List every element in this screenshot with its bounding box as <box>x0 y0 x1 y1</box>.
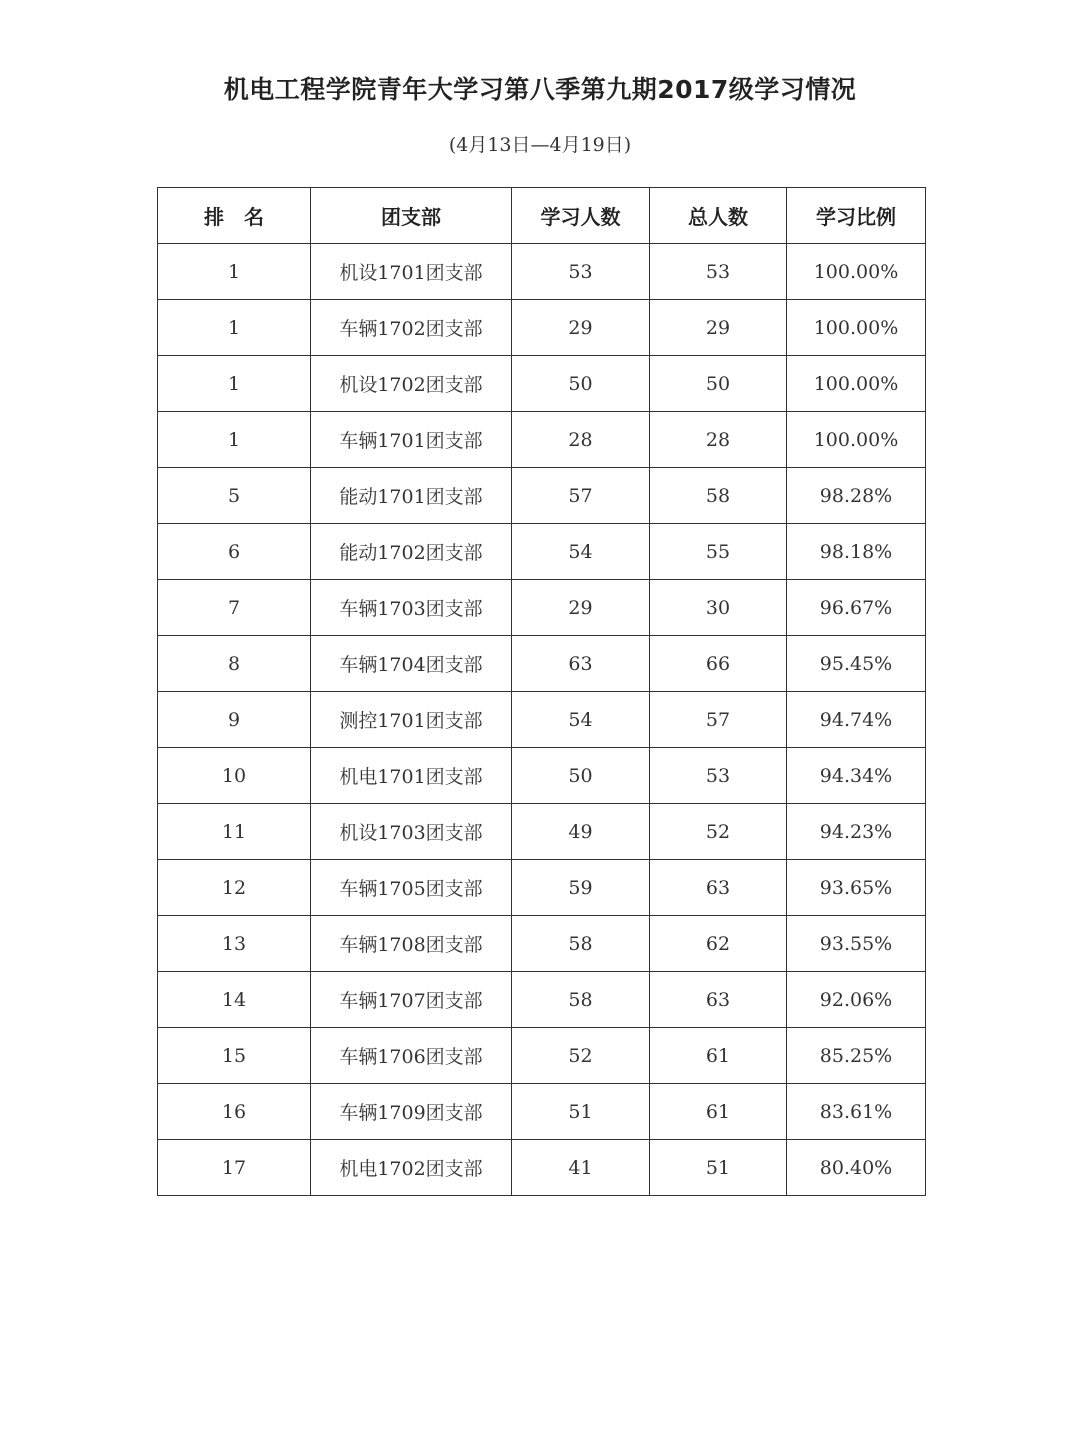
rank-cell: 13 <box>158 916 311 972</box>
table-row <box>158 468 926 524</box>
results-table <box>157 187 926 1196</box>
table-row <box>158 356 926 412</box>
ratio-cell: 94.74% <box>787 692 926 748</box>
ratio-cell: 94.34% <box>787 748 926 804</box>
rank-cell: 15 <box>158 1028 311 1084</box>
learners-cell: 54 <box>512 524 650 580</box>
ratio-cell: 85.25% <box>787 1028 926 1084</box>
learners-cell: 50 <box>512 748 650 804</box>
branch-cell: 车辆1703团支部 <box>311 580 512 636</box>
ratio-cell: 83.61% <box>787 1084 926 1140</box>
branch-cell: 机设1702团支部 <box>311 356 512 412</box>
rank-cell: 1 <box>158 412 311 468</box>
branch-cell: 车辆1705团支部 <box>311 860 512 916</box>
learners-cell: 52 <box>512 1028 650 1084</box>
date-range: (4月13日—4月19日) <box>448 134 632 156</box>
total-cell: 52 <box>650 804 787 860</box>
branch-cell: 车辆1706团支部 <box>311 1028 512 1084</box>
branch-cell: 机电1701团支部 <box>311 748 512 804</box>
learners-cell: 28 <box>512 412 650 468</box>
ratio-cell: 93.55% <box>787 916 926 972</box>
table-row <box>158 1028 926 1084</box>
table-header-row <box>158 188 926 244</box>
learners-cell: 49 <box>512 804 650 860</box>
ratio-cell: 92.06% <box>787 972 926 1028</box>
rank-cell: 1 <box>158 244 311 300</box>
header-ratio: 学习比例 <box>787 188 926 244</box>
ratio-cell: 96.67% <box>787 580 926 636</box>
table-row <box>158 412 926 468</box>
learners-cell: 59 <box>512 860 650 916</box>
branch-cell: 测控1701团支部 <box>311 692 512 748</box>
total-cell: 63 <box>650 972 787 1028</box>
header-total: 总人数 <box>650 188 787 244</box>
branch-cell: 车辆1708团支部 <box>311 916 512 972</box>
branch-cell: 车辆1707团支部 <box>311 972 512 1028</box>
table-row <box>158 972 926 1028</box>
table-row <box>158 580 926 636</box>
total-cell: 61 <box>650 1084 787 1140</box>
total-cell: 63 <box>650 860 787 916</box>
total-cell: 61 <box>650 1028 787 1084</box>
table-row <box>158 1140 926 1196</box>
branch-cell: 车辆1709团支部 <box>311 1084 512 1140</box>
rank-cell: 12 <box>158 860 311 916</box>
rank-cell: 16 <box>158 1084 311 1140</box>
branch-cell: 车辆1702团支部 <box>311 300 512 356</box>
ratio-cell: 98.28% <box>787 468 926 524</box>
total-cell: 55 <box>650 524 787 580</box>
table-row <box>158 524 926 580</box>
learners-cell: 51 <box>512 1084 650 1140</box>
rank-cell: 8 <box>158 636 311 692</box>
learners-cell: 41 <box>512 1140 650 1196</box>
ratio-cell: 95.45% <box>787 636 926 692</box>
table-row <box>158 636 926 692</box>
total-cell: 53 <box>650 244 787 300</box>
table-body <box>158 244 926 1196</box>
total-cell: 53 <box>650 748 787 804</box>
branch-cell: 车辆1701团支部 <box>311 412 512 468</box>
branch-cell: 机设1703团支部 <box>311 804 512 860</box>
total-cell: 66 <box>650 636 787 692</box>
table-row <box>158 916 926 972</box>
learners-cell: 50 <box>512 356 650 412</box>
rank-cell: 1 <box>158 300 311 356</box>
branch-cell: 机电1702团支部 <box>311 1140 512 1196</box>
ratio-cell: 100.00% <box>787 412 926 468</box>
learners-cell: 63 <box>512 636 650 692</box>
rank-cell: 7 <box>158 580 311 636</box>
header-rank: 排 名 <box>158 188 311 244</box>
branch-cell: 车辆1704团支部 <box>311 636 512 692</box>
rank-cell: 5 <box>158 468 311 524</box>
header-learners: 学习人数 <box>512 188 650 244</box>
learners-cell: 29 <box>512 300 650 356</box>
branch-cell: 能动1702团支部 <box>311 524 512 580</box>
learners-cell: 53 <box>512 244 650 300</box>
table-row <box>158 1084 926 1140</box>
table-row <box>158 748 926 804</box>
rank-cell: 1 <box>158 356 311 412</box>
ratio-cell: 80.40% <box>787 1140 926 1196</box>
branch-cell: 机设1701团支部 <box>311 244 512 300</box>
table-row <box>158 692 926 748</box>
learners-cell: 58 <box>512 916 650 972</box>
learners-cell: 57 <box>512 468 650 524</box>
learners-cell: 58 <box>512 972 650 1028</box>
ratio-cell: 93.65% <box>787 860 926 916</box>
table-row <box>158 860 926 916</box>
rank-cell: 6 <box>158 524 311 580</box>
ratio-cell: 94.23% <box>787 804 926 860</box>
total-cell: 29 <box>650 300 787 356</box>
rank-cell: 14 <box>158 972 311 1028</box>
total-cell: 51 <box>650 1140 787 1196</box>
total-cell: 50 <box>650 356 787 412</box>
rank-cell: 17 <box>158 1140 311 1196</box>
ratio-cell: 98.18% <box>787 524 926 580</box>
total-cell: 62 <box>650 916 787 972</box>
total-cell: 58 <box>650 468 787 524</box>
table-row <box>158 300 926 356</box>
total-cell: 57 <box>650 692 787 748</box>
ratio-cell: 100.00% <box>787 300 926 356</box>
total-cell: 28 <box>650 412 787 468</box>
branch-cell: 能动1701团支部 <box>311 468 512 524</box>
ratio-cell: 100.00% <box>787 244 926 300</box>
rank-cell: 10 <box>158 748 311 804</box>
table-row <box>158 244 926 300</box>
total-cell: 30 <box>650 580 787 636</box>
header-branch: 团支部 <box>311 188 512 244</box>
learners-cell: 54 <box>512 692 650 748</box>
ratio-cell: 100.00% <box>787 356 926 412</box>
rank-cell: 11 <box>158 804 311 860</box>
document-title: 机电工程学院青年大学习第八季第九期2017级学习情况 <box>223 75 857 104</box>
rank-cell: 9 <box>158 692 311 748</box>
learners-cell: 29 <box>512 580 650 636</box>
table-row <box>158 804 926 860</box>
